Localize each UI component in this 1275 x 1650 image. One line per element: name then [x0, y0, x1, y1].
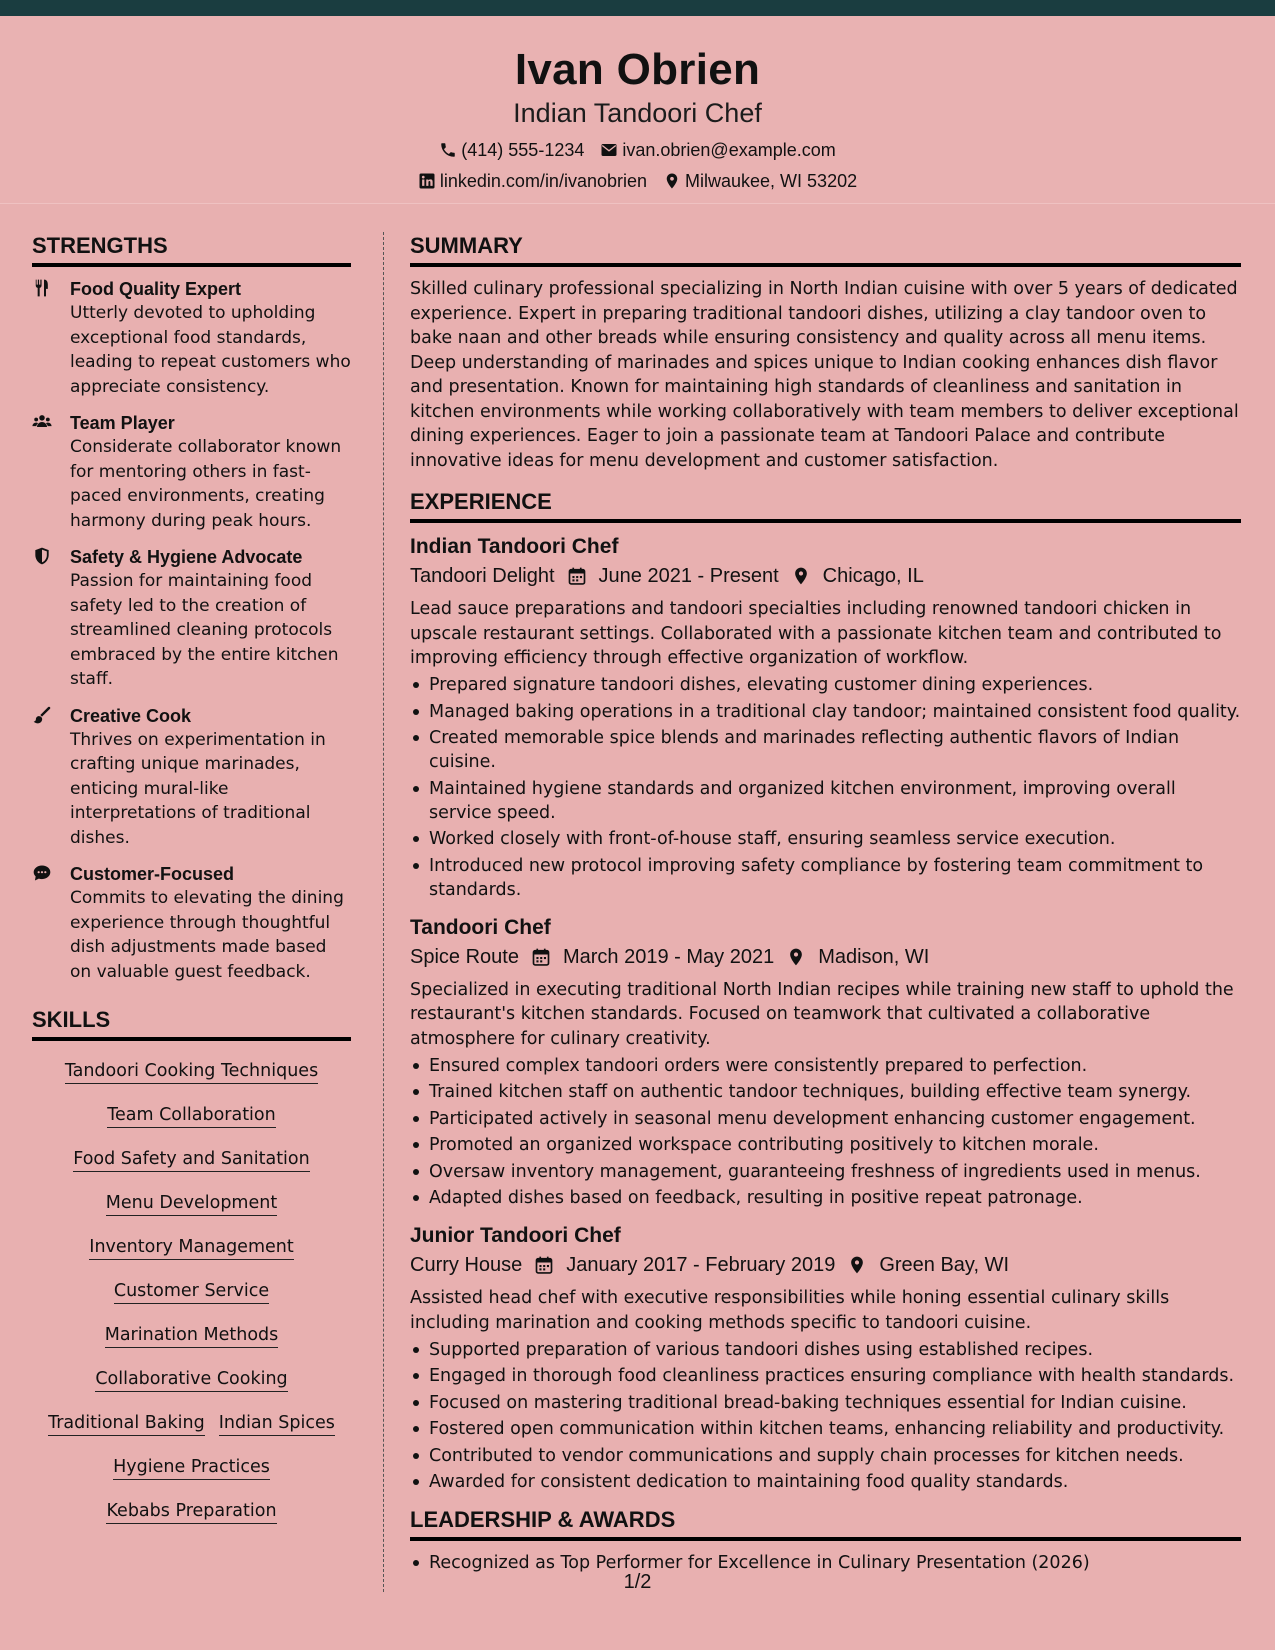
- skill-tag: Traditional Baking: [48, 1411, 205, 1436]
- bullet-item: Participated actively in seasonal menu development enhancing customer engagement.: [410, 1107, 1241, 1131]
- strength-desc: Utterly devoted to upholding exceptional food standards, leading to repeat customers who appreciate consistency.: [70, 303, 351, 397]
- bullet-item: Managed baking operations in a traditional clay tandoor; maintained consistent food quality.: [410, 700, 1241, 724]
- map-pin-icon: [786, 947, 806, 967]
- phone-icon: [439, 141, 457, 159]
- strength-item: [32, 545, 351, 692]
- bullet-item: Maintained hygiene standards and organized kitchen environment, improving overall service speed.: [410, 777, 1241, 825]
- bullet-item: Introduced new protocol improving safety compliance by fostering team commitment to standards.: [410, 854, 1241, 902]
- job-dates: June 2021 - Present: [598, 565, 779, 587]
- location-text: Milwaukee, WI 53202: [685, 171, 858, 191]
- strength-desc: Passion for maintaining food safety led to the creation of streamlined cleaning protocols embraced by the entire kitchen staff.: [70, 571, 339, 689]
- utensils-icon: [32, 278, 52, 298]
- job-location: Green Bay, WI: [879, 1254, 1009, 1276]
- summary-heading: SUMMARY: [410, 232, 1241, 267]
- job-company: Curry House: [410, 1254, 523, 1276]
- job-title: Tandoori Chef: [410, 915, 551, 939]
- job-entry: [410, 1222, 1241, 1494]
- strength-desc: Thrives on experimentation in crafting unique marinades, enticing mural-like interpretations of traditional dishes.: [70, 729, 326, 848]
- job-description: Lead sauce preparations and tandoori specialties including renowned tandoori chicken in upscale restaurant settings. Collaborated with a passionate kitchen team and contributed to improving efficiency through effective organization of workflow.: [410, 599, 1222, 668]
- job-title: Indian Tandoori Chef: [410, 535, 619, 558]
- map-pin-icon: [663, 172, 681, 190]
- job-description: Specialized in executing traditional North Indian recipes while training new staff to uphold the restaurant's kitchen standards. Focused on teamwork that cultivated a collaborative atmosphere for culinary creativity.: [410, 979, 1234, 1049]
- job-description: Assisted head chef with executive responsibilities while honing essential culinary skills including marination and cooking methods specific to tandoori cuisine.: [410, 1288, 1170, 1333]
- phone-text: (414) 555-1234: [461, 140, 585, 160]
- contact-row-2: [0, 170, 1275, 192]
- users-icon: [32, 412, 52, 432]
- skill-tag: Inventory Management: [89, 1235, 293, 1260]
- bullet-item: Trained kitchen staff on authentic tandoor techniques, building effective team synergy.: [410, 1080, 1241, 1104]
- awards-heading: LEADERSHIP & AWARDS: [410, 1506, 1241, 1541]
- paintbrush-icon: [32, 705, 52, 725]
- top-accent-bar: [0, 0, 1275, 16]
- bullet-item: Adapted dishes based on feedback, resulting in positive repeat patronage.: [410, 1186, 1241, 1210]
- experience-heading: EXPERIENCE: [410, 488, 1241, 523]
- strength-item: [32, 704, 351, 851]
- phone-contact[interactable]: [439, 139, 584, 161]
- strength-title: Food Quality Expert: [70, 279, 242, 299]
- calendar-icon: [531, 947, 551, 967]
- skill-tag: Tandoori Cooking Techniques: [65, 1059, 318, 1084]
- candidate-name: Ivan Obrien: [514, 45, 761, 94]
- bullet-item: Worked closely with front-of-house staff, ensuring seamless service execution.: [410, 827, 1241, 851]
- shield-icon: [32, 546, 52, 566]
- strength-title: Creative Cook: [70, 705, 192, 726]
- summary-text: Skilled culinary professional specializing in North Indian cuisine with over 5 years of dedicated experience. Expert in preparing traditional tandoori dishes, utilizing a clay tandoor oven to bake naan and other breads while ensuring consistency and quality across all menu items. Deep understanding of marinades and spices unique to Indian cooking enhances dish flavor and presentation. Known for maintaining high standards of cleanliness and sanitation in kitchen environments while working collaboratively with team members to deliver exceptional dining experiences. Eager to join a passionate team at Tandoori Palace and contribute innovative ideas for menu development and customer satisfaction.: [410, 279, 1239, 471]
- job-meta: [410, 561, 1241, 591]
- strength-title: Team Player: [70, 413, 175, 433]
- strength-item: [32, 862, 351, 984]
- job-title: Junior Tandoori Chef: [410, 1224, 621, 1247]
- resume-header: [0, 16, 1275, 204]
- skill-tag: Collaborative Cooking: [95, 1367, 287, 1392]
- job-company: Tandoori Delight: [410, 565, 555, 587]
- skill-tag: Menu Development: [106, 1191, 277, 1216]
- skill-tag: Kebabs Preparation: [106, 1499, 276, 1524]
- strengths-heading: STRENGTHS: [32, 232, 351, 267]
- job-company: Spice Route: [410, 945, 519, 968]
- skill-tag: Hygiene Practices: [113, 1455, 270, 1480]
- strength-title: Customer-Focused: [70, 864, 235, 884]
- bullet-item: Ensured complex tandoori orders were consistently prepared to perfection.: [410, 1054, 1241, 1078]
- resume-body: [0, 232, 1275, 1592]
- strength-desc: Commits to elevating the dining experience through thoughtful dish adjustments made based on valuable guest feedback.: [70, 888, 344, 982]
- email-text: ivan.obrien@example.com: [622, 140, 836, 160]
- bullet-item: Supported preparation of various tandoori dishes using established recipes.: [410, 1338, 1241, 1362]
- job-location: Chicago, IL: [822, 565, 924, 587]
- job-location: Madison, WI: [818, 945, 930, 968]
- skills-heading: SKILLS: [32, 1006, 351, 1041]
- strength-item: [32, 277, 351, 399]
- candidate-title: Indian Tandoori Chef: [513, 98, 762, 128]
- job-entry: [410, 914, 1241, 1211]
- bullet-item: Awarded for consistent dedication to maintaining food quality standards.: [410, 1470, 1241, 1494]
- strength-title: Safety & Hygiene Advocate: [70, 547, 303, 567]
- linkedin-contact[interactable]: [418, 170, 647, 192]
- left-column: [32, 232, 351, 1543]
- job-bullets: [410, 673, 1241, 902]
- right-column: [410, 232, 1241, 1575]
- bullet-item: Prepared signature tandoori dishes, elevating customer dining experiences.: [410, 673, 1241, 697]
- envelope-icon: [600, 141, 618, 159]
- job-meta: [410, 942, 1241, 972]
- job-bullets: [410, 1054, 1241, 1211]
- skill-tag: Food Safety and Sanitation: [73, 1147, 309, 1172]
- column-divider: [383, 232, 384, 1592]
- email-contact[interactable]: [600, 139, 835, 161]
- calendar-icon: [534, 1255, 554, 1275]
- job-dates: January 2017 - February 2019: [566, 1254, 836, 1276]
- bullet-item: Created memorable spice blends and marinades reflecting authentic flavors of Indian cuisine.: [410, 726, 1241, 774]
- linkedin-icon: [418, 172, 436, 190]
- job-meta: [410, 1250, 1241, 1280]
- speech-bubble-icon: [32, 863, 52, 883]
- skills-list: [32, 1051, 351, 1543]
- calendar-icon: [567, 566, 587, 586]
- skill-tag: Customer Service: [114, 1279, 269, 1304]
- skill-tag: Indian Spices: [219, 1411, 335, 1436]
- location-contact: [663, 170, 857, 192]
- linkedin-text: linkedin.com/in/ivanobrien: [439, 171, 648, 191]
- map-pin-icon: [791, 566, 811, 586]
- strength-item: [32, 411, 351, 533]
- award-item: Recognized as Top Performer for Excellence in Culinary Presentation (2026): [410, 1551, 1241, 1575]
- map-pin-icon: [847, 1255, 867, 1275]
- bullet-item: Promoted an organized workspace contributing positively to kitchen morale.: [410, 1133, 1241, 1157]
- strength-desc: Considerate collaborator known for mentoring others in fast-paced environments, creating harmony during peak hours.: [70, 437, 342, 531]
- contact-row-1: [0, 139, 1275, 161]
- skill-tag: Team Collaboration: [107, 1103, 275, 1128]
- page-number: 1/2: [623, 1571, 652, 1593]
- bullet-item: Focused on mastering traditional bread-baking techniques essential for Indian cuisine.: [410, 1391, 1241, 1415]
- skill-tag: Marination Methods: [105, 1323, 279, 1348]
- job-bullets: [410, 1338, 1241, 1495]
- bullet-item: Contributed to vendor communications and supply chain processes for kitchen needs.: [410, 1444, 1241, 1468]
- job-dates: March 2019 - May 2021: [562, 945, 775, 968]
- bullet-item: Fostered open communication within kitchen teams, enhancing reliability and productivity.: [410, 1417, 1241, 1441]
- bullet-item: Engaged in thorough food cleanliness practices ensuring compliance with health standards.: [410, 1364, 1241, 1388]
- job-entry: [410, 533, 1241, 902]
- bullet-item: Oversaw inventory management, guaranteeing freshness of ingredients used in menus.: [410, 1160, 1241, 1184]
